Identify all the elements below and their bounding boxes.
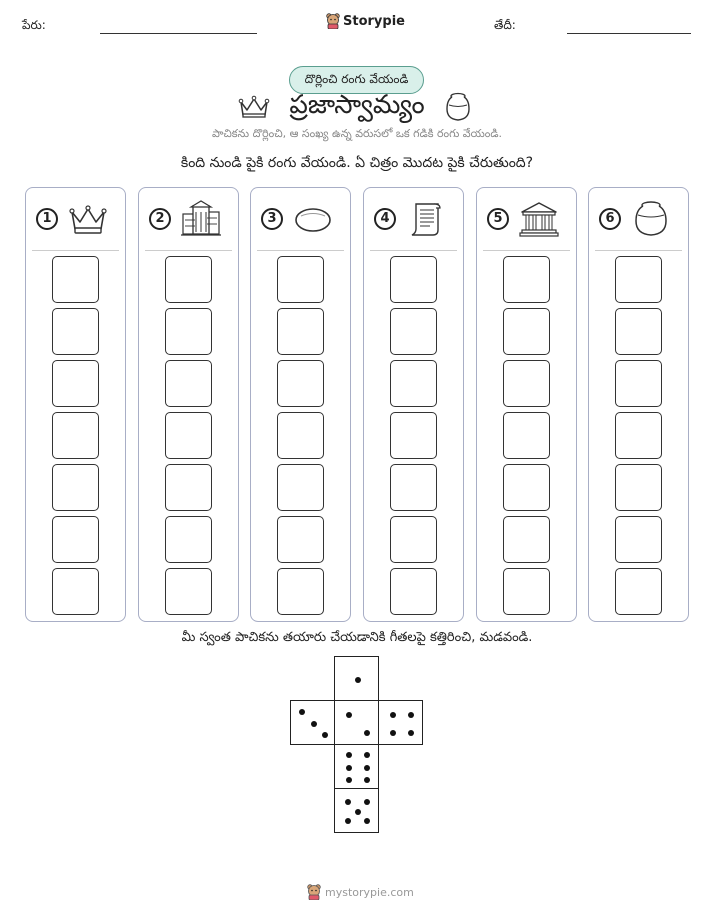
die-pip bbox=[364, 765, 370, 771]
die-face-6 bbox=[334, 744, 379, 789]
color-cell[interactable] bbox=[277, 308, 324, 355]
die-pip bbox=[364, 730, 370, 736]
column-number: 4 bbox=[374, 208, 396, 230]
color-cell[interactable] bbox=[503, 360, 550, 407]
column-number: 2 bbox=[149, 208, 171, 230]
color-cell[interactable] bbox=[277, 568, 324, 615]
column-header bbox=[26, 188, 125, 250]
bear-logo-icon bbox=[307, 884, 321, 900]
column-6 bbox=[588, 187, 689, 622]
color-cell[interactable] bbox=[165, 412, 212, 459]
color-cell[interactable] bbox=[503, 516, 550, 563]
parliament-icon bbox=[519, 200, 559, 238]
date-label: తేదీ: bbox=[494, 18, 516, 32]
die-face-4 bbox=[378, 700, 423, 745]
color-cell[interactable] bbox=[390, 568, 437, 615]
color-cell[interactable] bbox=[277, 516, 324, 563]
brand-name: Storypie bbox=[343, 13, 405, 29]
column-divider bbox=[595, 250, 682, 251]
color-cell[interactable] bbox=[390, 360, 437, 407]
die-face-1 bbox=[334, 656, 379, 701]
crown-icon bbox=[68, 200, 108, 238]
color-cell[interactable] bbox=[52, 516, 99, 563]
column-divider bbox=[483, 250, 570, 251]
pot-icon bbox=[444, 92, 472, 122]
color-cell[interactable] bbox=[503, 412, 550, 459]
column-divider bbox=[370, 250, 457, 251]
column-1 bbox=[25, 187, 126, 622]
coin-icon bbox=[293, 200, 333, 238]
column-header bbox=[589, 188, 688, 250]
column-divider bbox=[32, 250, 119, 251]
column-header bbox=[251, 188, 350, 250]
die-pip bbox=[408, 712, 414, 718]
die-pip bbox=[390, 730, 396, 736]
column-2 bbox=[138, 187, 239, 622]
color-cell[interactable] bbox=[615, 516, 662, 563]
die-pip bbox=[364, 752, 370, 758]
column-header bbox=[364, 188, 463, 250]
bear-logo-icon bbox=[326, 13, 340, 29]
die-pip bbox=[322, 732, 328, 738]
die-face-2 bbox=[334, 700, 379, 745]
die-pip bbox=[346, 712, 352, 718]
color-cell[interactable] bbox=[390, 516, 437, 563]
date-line[interactable] bbox=[567, 33, 691, 34]
color-cell[interactable] bbox=[277, 464, 324, 511]
die-pip bbox=[408, 730, 414, 736]
color-cell[interactable] bbox=[503, 308, 550, 355]
die-pip bbox=[364, 777, 370, 783]
die-pip bbox=[390, 712, 396, 718]
die-face-3 bbox=[290, 700, 335, 745]
die-pip bbox=[346, 777, 352, 783]
pot-icon bbox=[631, 200, 671, 238]
column-number: 5 bbox=[487, 208, 509, 230]
color-cell[interactable] bbox=[165, 360, 212, 407]
color-cell[interactable] bbox=[503, 464, 550, 511]
die-pip bbox=[355, 809, 361, 815]
die-pip bbox=[345, 818, 351, 824]
color-cell[interactable] bbox=[615, 412, 662, 459]
die-pip bbox=[346, 765, 352, 771]
die-pip bbox=[364, 818, 370, 824]
color-cell[interactable] bbox=[165, 256, 212, 303]
column-header bbox=[139, 188, 238, 250]
die-pip bbox=[346, 752, 352, 758]
color-cell[interactable] bbox=[52, 360, 99, 407]
die-pip bbox=[364, 799, 370, 805]
column-number: 3 bbox=[261, 208, 283, 230]
activity-badge: దొర్లించి రంగు వేయండి bbox=[289, 66, 424, 94]
die-pip bbox=[355, 677, 361, 683]
color-cell[interactable] bbox=[52, 568, 99, 615]
color-cell[interactable] bbox=[615, 256, 662, 303]
color-cell[interactable] bbox=[390, 256, 437, 303]
color-cell[interactable] bbox=[52, 308, 99, 355]
column-number: 6 bbox=[599, 208, 621, 230]
color-cell[interactable] bbox=[165, 308, 212, 355]
footer bbox=[307, 884, 414, 900]
name-label: పేరు: bbox=[22, 18, 46, 32]
column-divider bbox=[257, 250, 344, 251]
column-5 bbox=[476, 187, 577, 622]
color-cell[interactable] bbox=[165, 516, 212, 563]
color-cell[interactable] bbox=[615, 464, 662, 511]
buildings-icon bbox=[181, 200, 221, 238]
color-cell[interactable] bbox=[615, 360, 662, 407]
footer-url: mystorypie.com bbox=[325, 885, 414, 899]
column-4 bbox=[363, 187, 464, 622]
brand-logo bbox=[326, 13, 405, 29]
color-cell[interactable] bbox=[52, 464, 99, 511]
page-title: ప్రజాస్వామ్యం bbox=[289, 90, 425, 120]
column-header bbox=[477, 188, 576, 250]
color-cell[interactable] bbox=[390, 308, 437, 355]
color-cell[interactable] bbox=[503, 568, 550, 615]
cut-instruction: మీ స్వంత పాచికను తయారు చేయడానికి గీతలపై కత్తిరించి, మడవండి. bbox=[181, 630, 533, 645]
subtitle: పాచికను దొర్లించి, ఆ సంఖ్య ఉన్న వరుసలో ఒక గడికి రంగు వేయండి. bbox=[212, 127, 502, 140]
die-face-5 bbox=[334, 788, 379, 833]
color-cell[interactable] bbox=[277, 412, 324, 459]
die-pip bbox=[311, 721, 317, 727]
color-cell[interactable] bbox=[277, 256, 324, 303]
color-cell[interactable] bbox=[390, 412, 437, 459]
die-pip bbox=[299, 709, 305, 715]
color-cell[interactable] bbox=[503, 256, 550, 303]
name-line[interactable] bbox=[100, 33, 257, 34]
column-number: 1 bbox=[36, 208, 58, 230]
color-cell[interactable] bbox=[277, 360, 324, 407]
die-pip bbox=[345, 799, 351, 805]
color-cell[interactable] bbox=[52, 256, 99, 303]
color-cell[interactable] bbox=[52, 412, 99, 459]
color-cell[interactable] bbox=[390, 464, 437, 511]
column-divider bbox=[145, 250, 232, 251]
color-cell[interactable] bbox=[165, 464, 212, 511]
color-cell[interactable] bbox=[615, 568, 662, 615]
scroll-icon bbox=[406, 200, 446, 238]
column-3 bbox=[250, 187, 351, 622]
instruction-text: కింది నుండి పైకి రంగు వేయండి. ఏ చిత్రం మొదట పైకి చేరుతుంది? bbox=[180, 155, 534, 171]
color-cell[interactable] bbox=[615, 308, 662, 355]
color-cell[interactable] bbox=[165, 568, 212, 615]
